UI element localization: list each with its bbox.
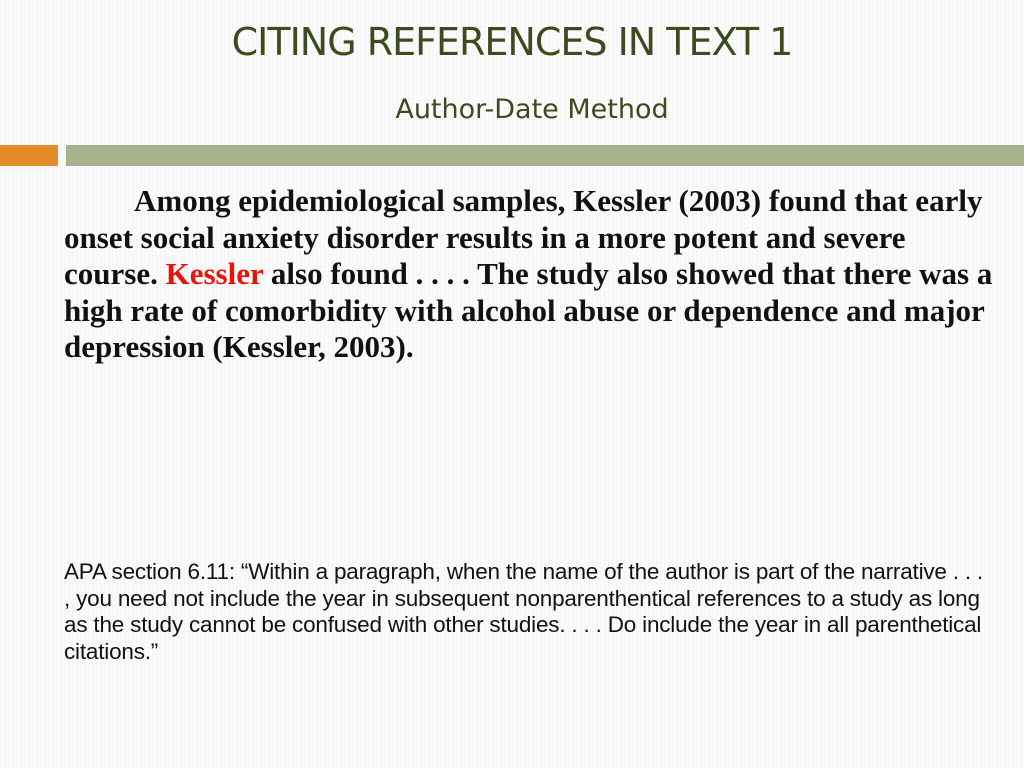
slide-subtitle: Author-Date Method [395,94,669,125]
title-rule-bar [66,145,1024,166]
slide-title: CITING REFERENCES IN TEXT 1 [231,20,793,64]
apa-quote-paragraph: APA section 6.11: “Within a paragraph, when the name of the author is part of the narrative . . . , you need not include the year in subsequent nonparenthentical references to a study as long as the study cannot be confused with other studies. . . . Do include the year in all parenthetical citations.” [64,559,984,664]
body-text-part2: also found . . . . The study also showed that there was a high rate of comorbidity with alcohol abuse or dependence and major depression (Kessler, 2003). [64,256,993,364]
body-text-part1: Among epidemiological samples, Kessler (2003) found that early onset social anxiety disorder results in a more potent and severe course. [64,183,983,291]
body-paragraph [64,183,999,366]
highlighted-author: Kessler [165,256,264,291]
accent-bar [0,145,58,166]
